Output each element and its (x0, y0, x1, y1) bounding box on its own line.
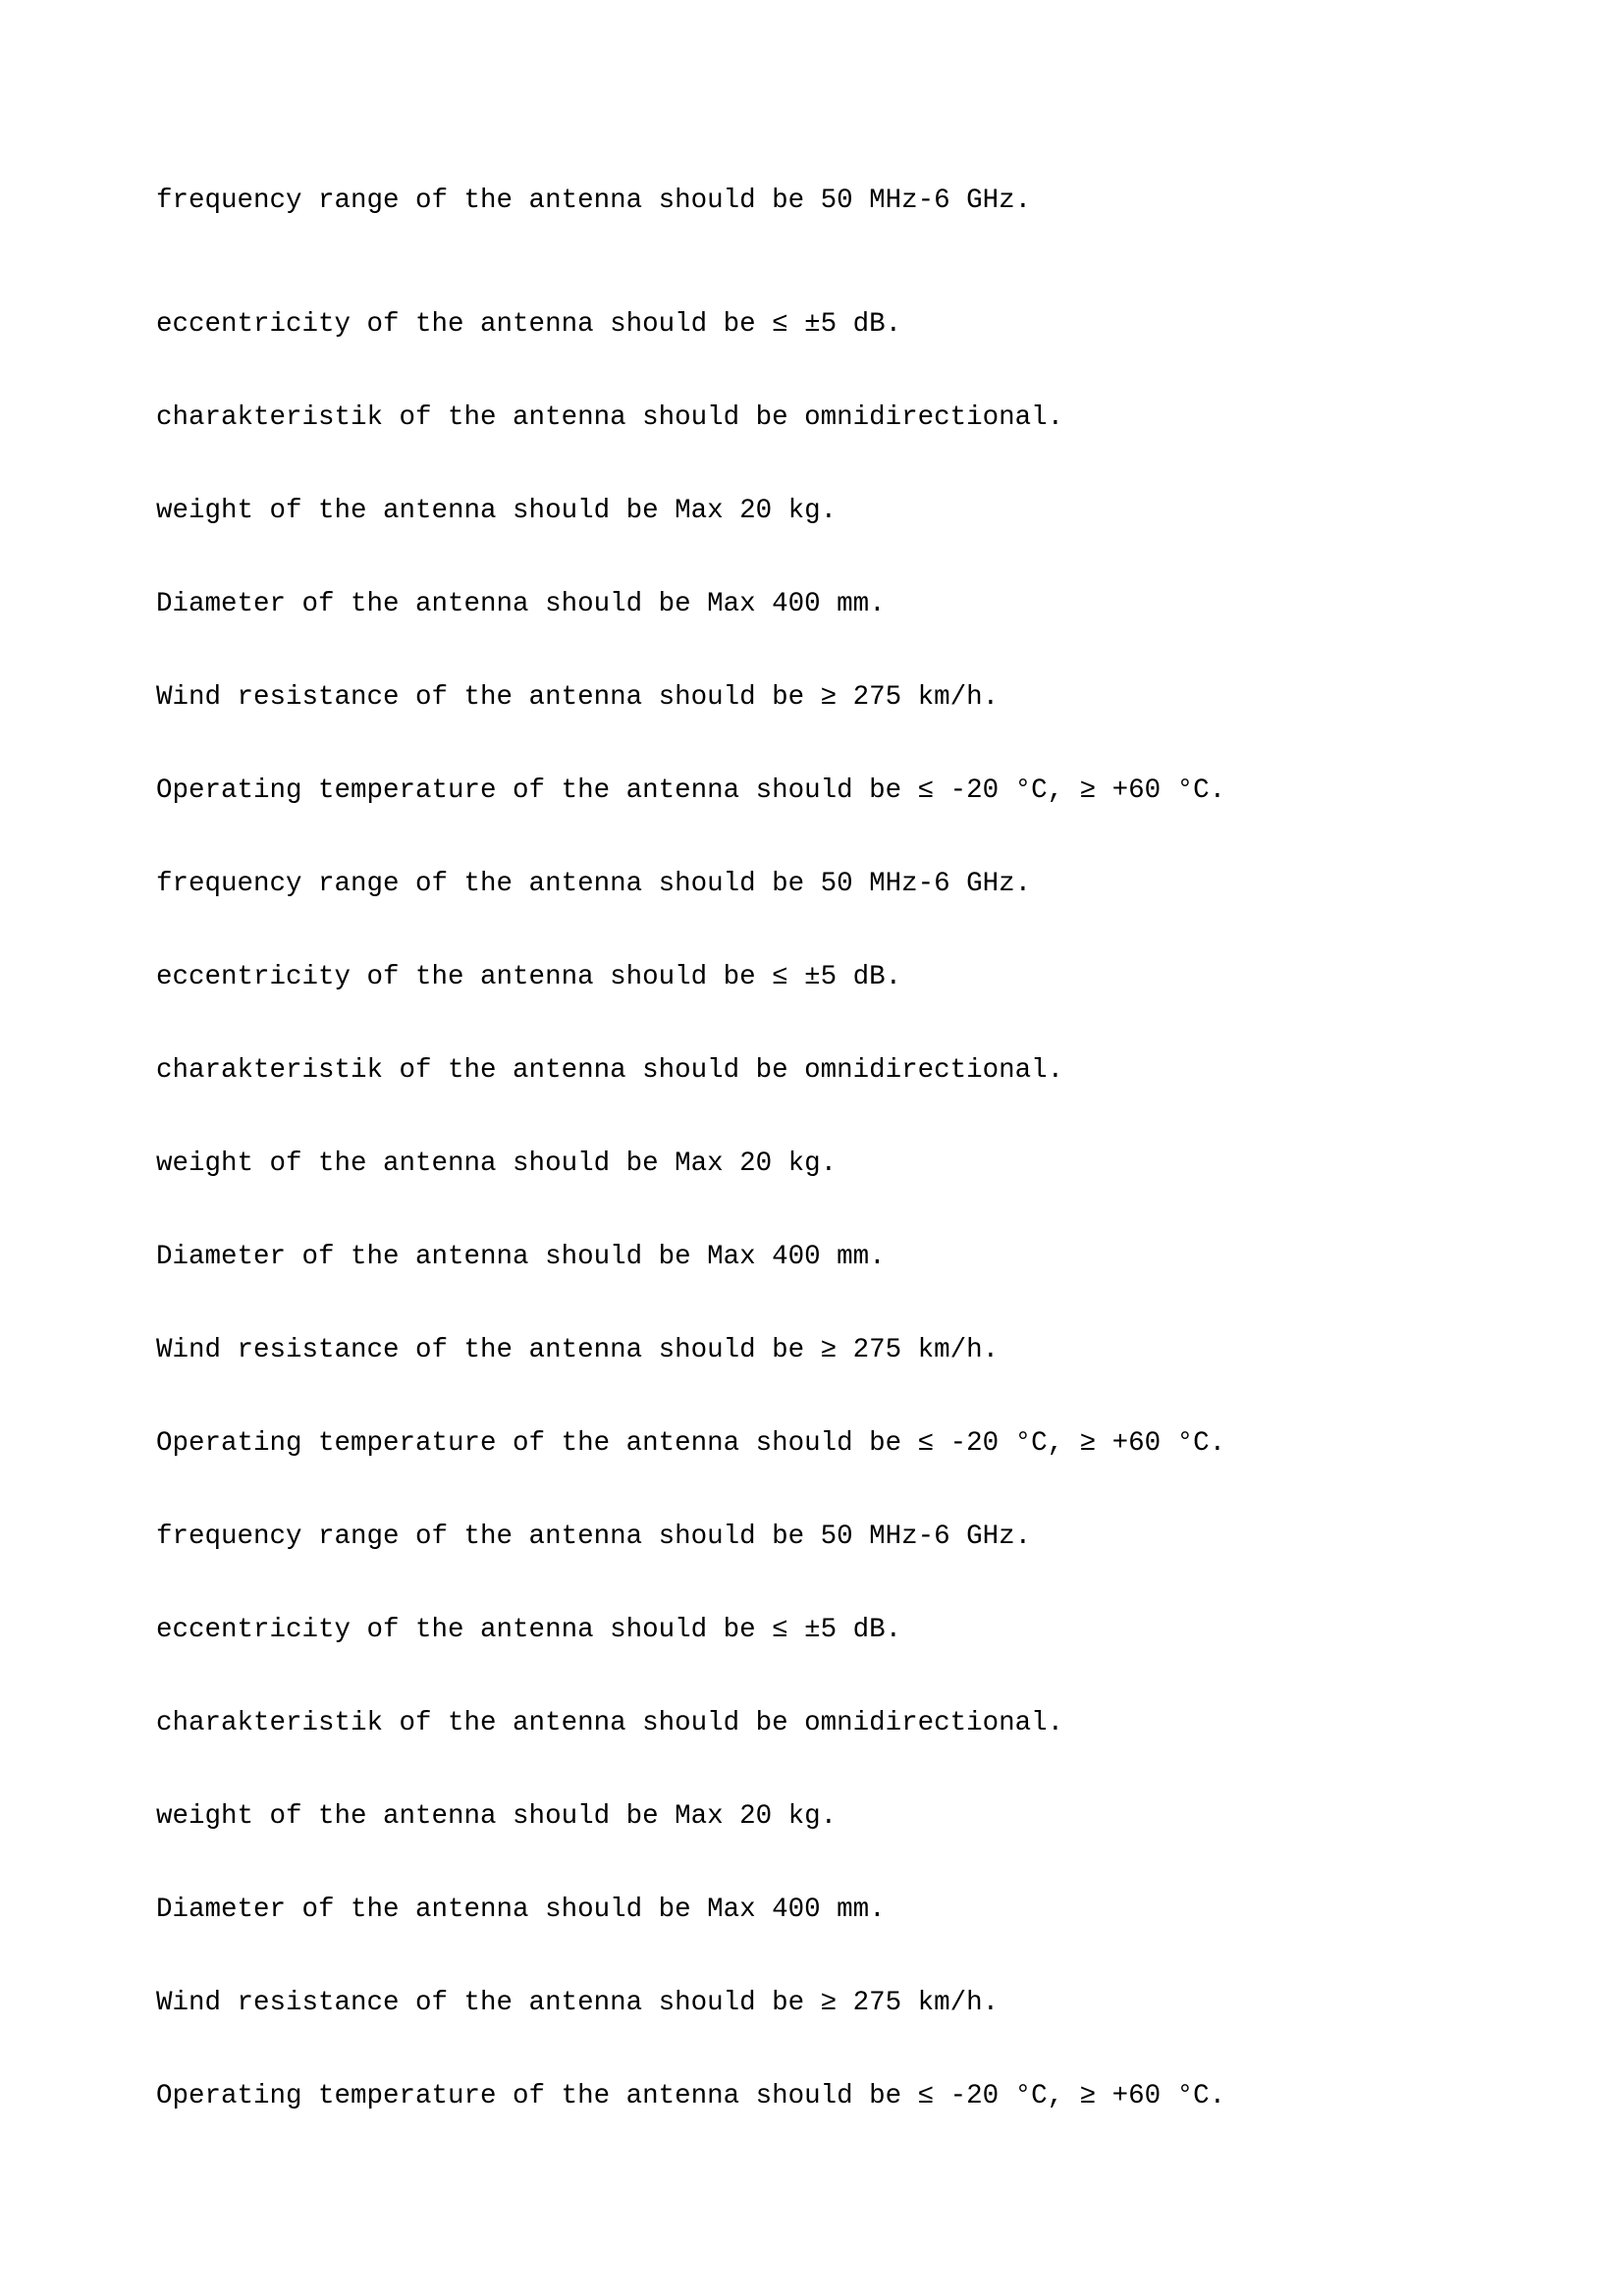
spec-line: charakteristik of the antenna should be omnidirectional. (156, 1055, 1064, 1086)
spec-line: eccentricity of the antenna should be ≤ ±5 dB. (156, 962, 902, 992)
spec-line: frequency range of the antenna should be 50 MHz-6 GHz. (156, 1522, 1032, 1552)
spec-line: Operating temperature of the antenna should be ≤ -20 °C, ≥ +60 °C. (156, 1428, 1226, 1459)
spec-line: weight of the antenna should be Max 20 kg. (156, 1148, 838, 1179)
spec-line: Wind resistance of the antenna should be ≥ 275 km/h. (156, 682, 1000, 713)
spec-line: weight of the antenna should be Max 20 kg. (156, 496, 838, 526)
spec-line: Diameter of the antenna should be Max 400 mm. (156, 1895, 886, 1925)
spec-line: Operating temperature of the antenna should be ≤ -20 °C, ≥ +60 °C. (156, 2081, 1226, 2111)
spec-line: Diameter of the antenna should be Max 400 mm. (156, 1242, 886, 1272)
spec-line: charakteristik of the antenna should be omnidirectional. (156, 402, 1064, 433)
spec-line: frequency range of the antenna should be 50 MHz-6 GHz. (156, 869, 1032, 899)
spec-line: charakteristik of the antenna should be omnidirectional. (156, 1708, 1064, 1738)
spec-line: weight of the antenna should be Max 20 kg. (156, 1801, 838, 1832)
spec-line: Wind resistance of the antenna should be ≥ 275 km/h. (156, 1988, 1000, 2018)
spec-line: Operating temperature of the antenna should be ≤ -20 °C, ≥ +60 °C. (156, 775, 1226, 806)
spec-line: eccentricity of the antenna should be ≤ ±5 dB. (156, 1615, 902, 1645)
spec-line: eccentricity of the antenna should be ≤ ±5 dB. (156, 309, 902, 340)
spec-line: frequency range of the antenna should be 50 MHz-6 GHz. (156, 186, 1032, 216)
spec-line: Diameter of the antenna should be Max 400 mm. (156, 589, 886, 619)
spec-line: Wind resistance of the antenna should be ≥ 275 km/h. (156, 1335, 1000, 1365)
